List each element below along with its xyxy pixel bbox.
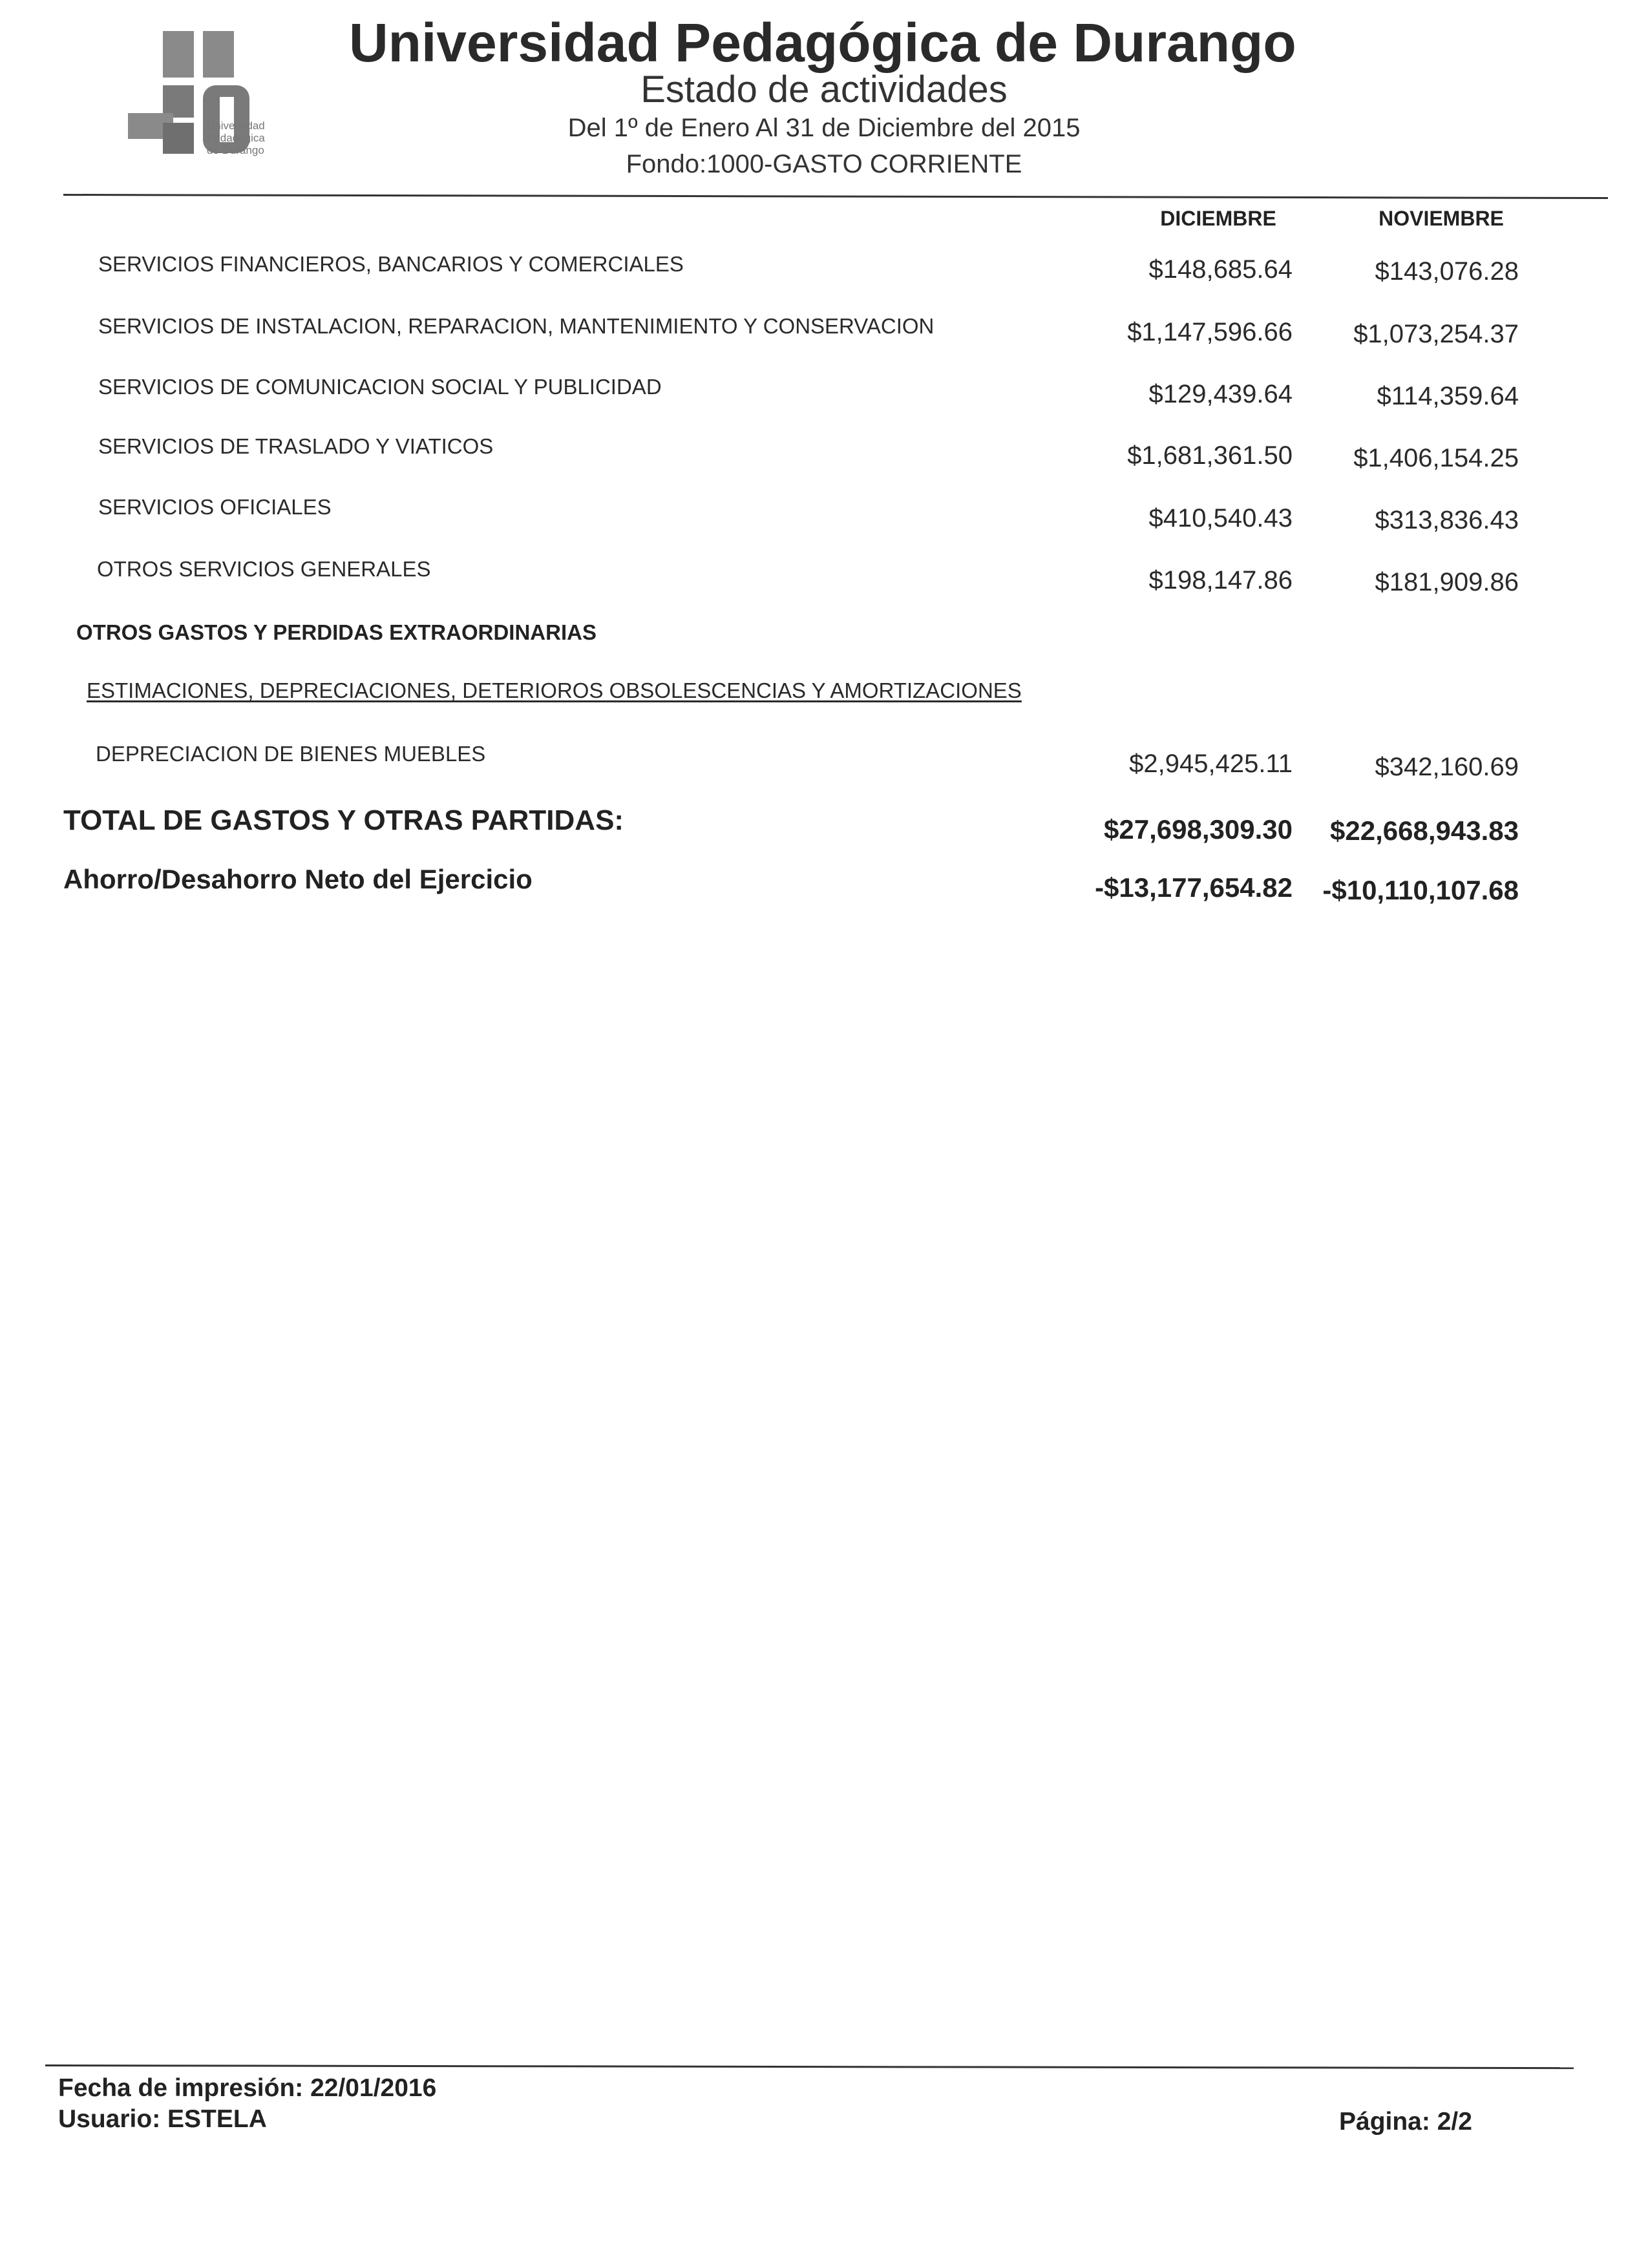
total-gastos-dic: $27,698,309.30 [1104, 814, 1293, 845]
ahorro-neto-label: Ahorro/Desahorro Neto del Ejercicio [63, 864, 533, 894]
table-row-label: SERVICIOS DE COMUNICACION SOCIAL Y PUBLICIDAD [98, 375, 662, 399]
table-row-label: SERVICIOS DE INSTALACION, REPARACION, MANTENIMIENTO Y CONSERVACION [98, 314, 935, 338]
section-subheading: ESTIMACIONES, DEPRECIACIONES, DETERIOROS OBSOLESCENCIAS Y AMORTIZACIONES [87, 678, 1022, 702]
ahorro-neto-nov: -$10,110,107.68 [1322, 875, 1519, 905]
table-row-label: SERVICIOS OFICIALES [98, 495, 332, 519]
print-date: Fecha de impresión: 22/01/2016 [58, 2074, 437, 2102]
logo-caption-line: Universidad [207, 120, 265, 132]
footer-divider [45, 2064, 1574, 2069]
table-row-value-nov: $1,073,254.37 [1353, 320, 1519, 348]
header-divider [63, 194, 1608, 199]
table-row-value-nov: $181,909.86 [1375, 568, 1519, 596]
document-title: Universidad Pedagógica de Durango [349, 12, 1296, 73]
report-period: Del 1º de Enero Al 31 de Diciembre del 2015 [567, 114, 1081, 142]
table-row-label: OTROS SERVICIOS GENERALES [97, 557, 431, 581]
table-row-value-nov: $1,406,154.25 [1353, 444, 1519, 472]
logo-caption-line: de Durango [207, 144, 264, 156]
page-number: Página: 2/2 [1339, 2108, 1472, 2136]
table-row-value-nov: $114,359.64 [1377, 382, 1519, 410]
table-row-label: SERVICIOS DE TRASLADO Y VIATICOS [98, 434, 494, 458]
document-subtitle: Estado de actividades [640, 68, 1008, 110]
section-heading: OTROS GASTOS Y PERDIDAS EXTRAORDINARIAS [76, 620, 597, 644]
ahorro-neto-dic: -$13,177,654.82 [1095, 872, 1293, 903]
table-row-label: DEPRECIACION DE BIENES MUEBLES [96, 742, 486, 766]
total-gastos-nov: $22,668,943.83 [1330, 815, 1519, 846]
column-header-diciembre: DICIEMBRE [1160, 207, 1276, 230]
total-gastos-label: TOTAL DE GASTOS Y OTRAS PARTIDAS: [63, 804, 624, 836]
table-row-value-dic: $148,685.64 [1148, 255, 1293, 284]
table-row-value-dic: $129,439.64 [1148, 380, 1293, 408]
table-row-label: SERVICIOS FINANCIEROS, BANCARIOS Y COMERCIALES [98, 252, 684, 276]
table-row-value-dic: $410,540.43 [1148, 504, 1293, 532]
table-row-value-nov: $342,160.69 [1375, 753, 1519, 781]
table-row-value-dic: $198,147.86 [1148, 566, 1293, 594]
table-row-value-dic: $1,147,596.66 [1127, 318, 1293, 346]
print-user: Usuario: ESTELA [58, 2105, 267, 2133]
table-row-value-nov: $313,836.43 [1375, 506, 1519, 534]
table-row-value-dic: $2,945,425.11 [1129, 750, 1293, 778]
report-fund: Fondo:1000-GASTO CORRIENTE [626, 150, 1022, 178]
table-row-value-nov: $143,076.28 [1375, 257, 1519, 286]
table-row-value-dic: $1,681,361.50 [1127, 441, 1293, 470]
logo-caption-line: Pedagógica [207, 132, 265, 144]
column-header-noviembre: NOVIEMBRE [1379, 207, 1504, 230]
